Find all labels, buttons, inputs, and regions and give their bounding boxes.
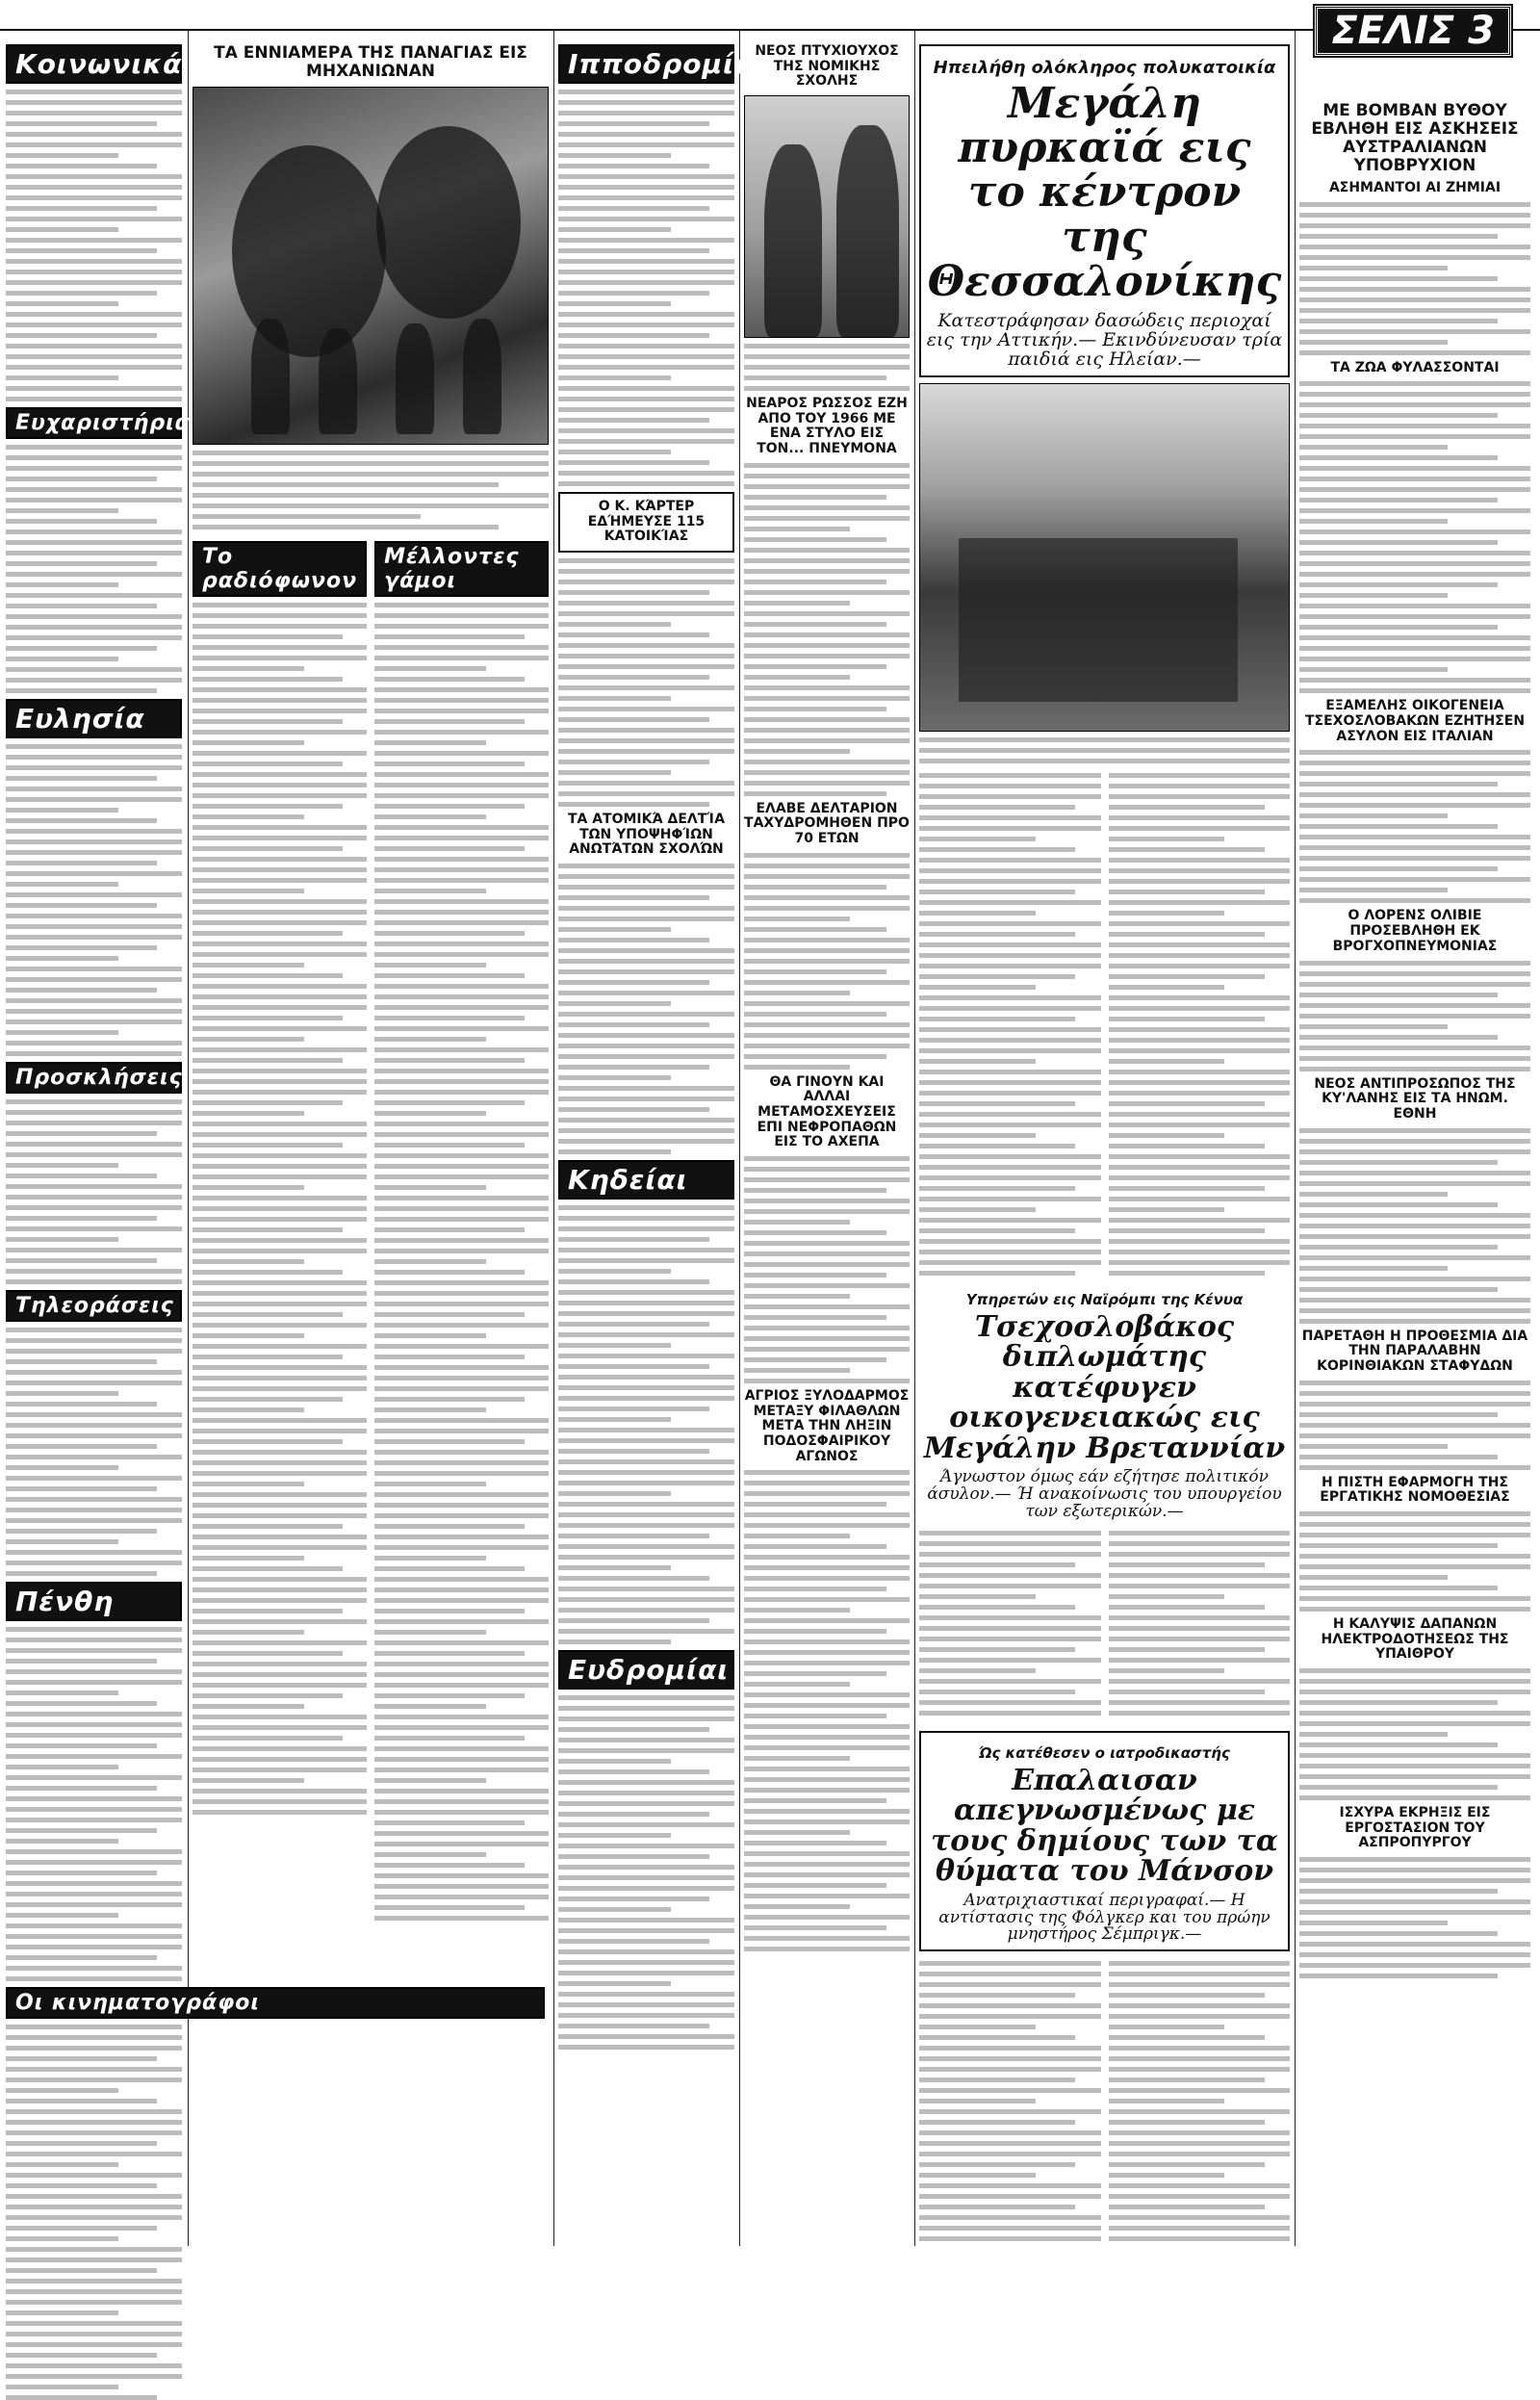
body-text xyxy=(6,90,182,401)
body-text xyxy=(1299,202,1530,355)
body-text xyxy=(192,603,367,1815)
section-future-weddings: Μέλλοντες γάμοι xyxy=(374,541,549,597)
column-rule xyxy=(739,29,740,2246)
headline-transplants: ΘΑ ΓΙΝΟΥΝ ΚΑΙ ΑΛΛΑΙ ΜΕΤΑΜΟΣΧΕΥΣΕΙΣ ΕΠΙ ΝΕΦΡΟΠΑΘΩΝ ΕΙΣ ΤΟ ΑΧΕΠΑ xyxy=(757,1073,897,1150)
column-second xyxy=(192,39,549,2246)
body-text xyxy=(919,1531,1101,1721)
body-text xyxy=(558,558,734,807)
headline-panagia: ΤΑ ΕΝΝΙΑΜΕΡΑ ΤΗΣ ΠΑΝΑΓΙΑΣ ΕΙΣ ΜΗΧΑΝΙΩΝΑΝ xyxy=(214,43,527,82)
deck-fire: Κατεστράφησαν δασώδεις περιοχαί εις την Αττικήν.— Εκινδύνευσαν τρία παιδιά εις Ηλείαν.— xyxy=(926,309,1283,370)
section-television: Τηλεοράσεις xyxy=(6,1290,182,1322)
body-text xyxy=(6,1627,182,1981)
photo-caption-law-graduate: ΝΕΟΣ ΠΤΥΧΙΟΥΧΟΣ ΤΗΣ ΝΟΜΙΚΗΣ ΣΧΟΛΗΣ xyxy=(755,43,899,90)
body-text xyxy=(1299,1668,1530,1800)
headline-carter: Ο Κ. ΚΆΡΤΕΡ ΕΔΉΜΕΥΣΕ 115 ΚΑΤΟΙΚΊΑΣ xyxy=(558,492,734,553)
body-text xyxy=(374,603,549,1921)
column-third xyxy=(558,39,766,2246)
headline-currants: ΠΑΡΕΤΑΘΗ Η ΠΡΟΘΕΣΜΙΑ ΔΙΑ ΤΗΝ ΠΑΡΑΛΑΒΗΝ ΚΟΡΙΝΘΙΑΚΩΝ ΣΤΑΦΥΔΩΝ xyxy=(1301,1328,1528,1374)
headline-olivier: Ο ΛΟΡΕΝΣ ΟΛΙΒΙΕ ΠΡΟΣΕΒΛΗΘΗ ΕΚ ΒΡΟΓΧΟΠΝΕΥΜΟΝΙΑΣ xyxy=(1332,908,1498,954)
body-text xyxy=(558,90,734,486)
body-text xyxy=(1109,1961,1291,2247)
section-horse-racing: Ιπποδρομίαι xyxy=(558,44,734,84)
body-text xyxy=(6,445,182,693)
headline-russian-youth: ΝΕΑΡΟΣ ΡΩΣΣΟΣ ΕΖΗ ΑΠΟ ΤΟΥ 1966 ΜΕ ΕΝΑ ΣΤΥΛΟ ΕΙΣ ΤΟΝ... ΠΝΕΥΜΟΝΑ xyxy=(746,396,908,457)
column-rule xyxy=(188,29,189,2246)
kicker-fire: Ηπειλήθη ολόκληρος πολυκατοικία xyxy=(933,58,1276,78)
body-text xyxy=(1299,1128,1530,1324)
headline-animals: ΤΑ ΖΩΑ ΦΥΛΑΣΣΟΝΤΑΙ xyxy=(1330,359,1500,375)
body-text xyxy=(1299,1381,1530,1470)
headline-czech-family: ΕΞΑΜΕΛΗΣ ΟΙΚΟΓΕΝΕΙΑ ΤΣΕΧΟΣΛΟΒΑΚΩΝ ΕΖΗΤΗΣΕΝ ΑΣΥΛΟΝ ΕΙΣ ΙΤΑΛΙΑΝ xyxy=(1304,698,1526,744)
section-pharmacies: Ευδρομίαι xyxy=(558,1650,734,1690)
column-fifth xyxy=(919,39,1290,2246)
body-text xyxy=(744,1156,910,1383)
section-invitations: Προσκλήσεις xyxy=(6,1062,182,1094)
deck-manson: Ανατριχιαστικαί περιγραφαί.— Η αντίστασις της Φόλγκερ και του πρώην μνηστήρος Σέμπριγκ.— xyxy=(938,1890,1270,1945)
headline-postcard: ΕΛΑΒΕ ΔΕΛΤΑΡΙΟΝ ΤΑΧΥΔΡΟΜΗΘΕΝ ΠΡΟ 70 ΕΤΩΝ xyxy=(744,800,910,847)
body-text xyxy=(558,1205,734,1644)
headline-labor-law: Η ΠΙΣΤΗ ΕΦΑΡΜΟΓΗ ΤΗΣ ΕΡΓΑΤΙΚΗΣ ΝΟΜΟΘΕΣΙΑΣ xyxy=(1320,1474,1510,1506)
deck-diplomat: Άγνωστον όμως εάν εζήτησε πολιτικόν άσυλον.— Ή ανακοίνωσις του υπουργείου των εξωτερικών.— xyxy=(927,1467,1282,1521)
body-text xyxy=(1299,1857,1530,1978)
body-text xyxy=(6,1328,182,1576)
body-text xyxy=(744,1470,910,1951)
column-left xyxy=(6,39,260,2246)
headline-submarine: ΜΕ ΒΟΜΒΑΝ ΒΥΘΟΥ ΕΒΛΗΘΗ ΕΙΣ ΑΣΚΗΣΕΙΣ ΑΥΣΤΡΑΛΙΑΝΩΝ ΥΠΟΒΡΥΧΙΟΝ xyxy=(1311,101,1519,176)
body-text xyxy=(744,853,910,1070)
section-cinemas: Οι κινηματογράφοι xyxy=(6,1987,545,2019)
body-text xyxy=(919,1961,1101,2247)
procession-photo xyxy=(192,87,549,445)
headline-explosion: ΙΣΧΥΡΑ ΕΚΡΗΞΙΣ ΕΙΣ ΕΡΓΟΣΤΑΣΙΟΝ ΤΟΥ ΑΣΠΡΟΠΥΡΓΟΥ xyxy=(1339,1804,1491,1851)
headline-diplomat: Τσεχοσλοβάκος διπλωμάτης κατέφυγεν οικογενειακώς εις Μεγάλην Βρεταννίαν xyxy=(923,1309,1286,1465)
building-fire-photo xyxy=(919,383,1290,732)
headline-manson: Επαλαισαν απεγνωσμένως με τους δημίους των τα θύματα του Μάνσον xyxy=(931,1763,1278,1889)
headline-student-cards: ΤΑ ΑΤΟΜΙΚΆ ΔΕΛΤΊΑ ΤΩΝ ΥΠΟΨΗΦΊΩΝ ΑΝΩΤΆΤΩΝ ΣΧΟΛΏΝ xyxy=(567,812,726,858)
column-rule xyxy=(914,29,915,2246)
body-text xyxy=(1109,1531,1291,1721)
section-church: Ευλησία xyxy=(6,699,182,738)
body-text xyxy=(192,451,549,529)
graduate-photo xyxy=(744,95,910,338)
body-text xyxy=(1299,381,1530,693)
body-text xyxy=(6,1099,182,1284)
body-text xyxy=(919,773,1101,1281)
headline-electrification: Η ΚΑΛΥΨΙΣ ΔΑΠΑΝΩΝ ΗΛΕΚΤΡΟΔΟΤΗΣΕΩΣ ΤΗΣ ΥΠΑΙΘΡΟΥ xyxy=(1321,1615,1509,1663)
body-text xyxy=(1299,1511,1530,1612)
body-text xyxy=(1299,961,1530,1071)
body-text xyxy=(558,864,734,1154)
column-right xyxy=(1299,39,1530,2246)
body-text xyxy=(744,463,910,796)
section-thanks: Ευχαριστήρια xyxy=(6,407,182,439)
headline-damages: ΑΣΗΜΑΝΤΟΙ ΑΙ ΖΗΜΙΑΙ xyxy=(1328,180,1502,196)
headline-un-representative: ΝΕΟΣ ΑΝΤΙΠΡΟΣΩΠΟΣ ΤΗΣ ΚΥ'ΛΑΝΗΣ ΕΙΣ ΤΑ ΗΝΩΜ. ΕΘΝΗ xyxy=(1314,1075,1516,1122)
section-radio: Το ραδιόφωνον xyxy=(192,541,367,597)
main-headline-fire: Μεγάλη πυρκαϊά εις το κέντρον της Θεσσαλονίκης xyxy=(927,79,1282,306)
page-top-rule xyxy=(0,0,1540,31)
body-text xyxy=(6,2025,182,2400)
body-text xyxy=(744,344,910,391)
body-text xyxy=(1109,773,1291,1281)
column-fourth xyxy=(744,39,910,2246)
body-text xyxy=(1299,750,1530,903)
kicker-diplomat: Υπηρετών εις Ναϊρόμπι της Κένυα xyxy=(965,1290,1244,1308)
body-text xyxy=(919,737,1290,763)
page-number-label: ΣΕΛΙΣ 3 xyxy=(1315,6,1511,56)
column-rule xyxy=(1295,29,1296,2246)
kicker-manson: Ώς κατέθεσεν ο ιατροδικαστής xyxy=(979,1743,1230,1762)
body-text xyxy=(6,744,182,1056)
column-rule xyxy=(553,29,554,2246)
body-text xyxy=(558,1695,734,2050)
section-social: Κοινωνικά xyxy=(6,44,182,84)
headline-fan-fight: ΑΓΡΙΟΣ ΞΥΛΟΔΑΡΜΟΣ ΜΕΤΑΞΥ ΦΙΛΑΘΛΩΝ ΜΕΤΑ ΤΗΝ ΛΗΞΙΝ ΠΟΔΟΣΦΑΙΡΙΚΟΥ ΑΓΩΝΟΣ xyxy=(744,1388,910,1464)
section-mourning: Πένθη xyxy=(6,1582,182,1621)
section-funerals: Κηδείαι xyxy=(558,1160,734,1200)
